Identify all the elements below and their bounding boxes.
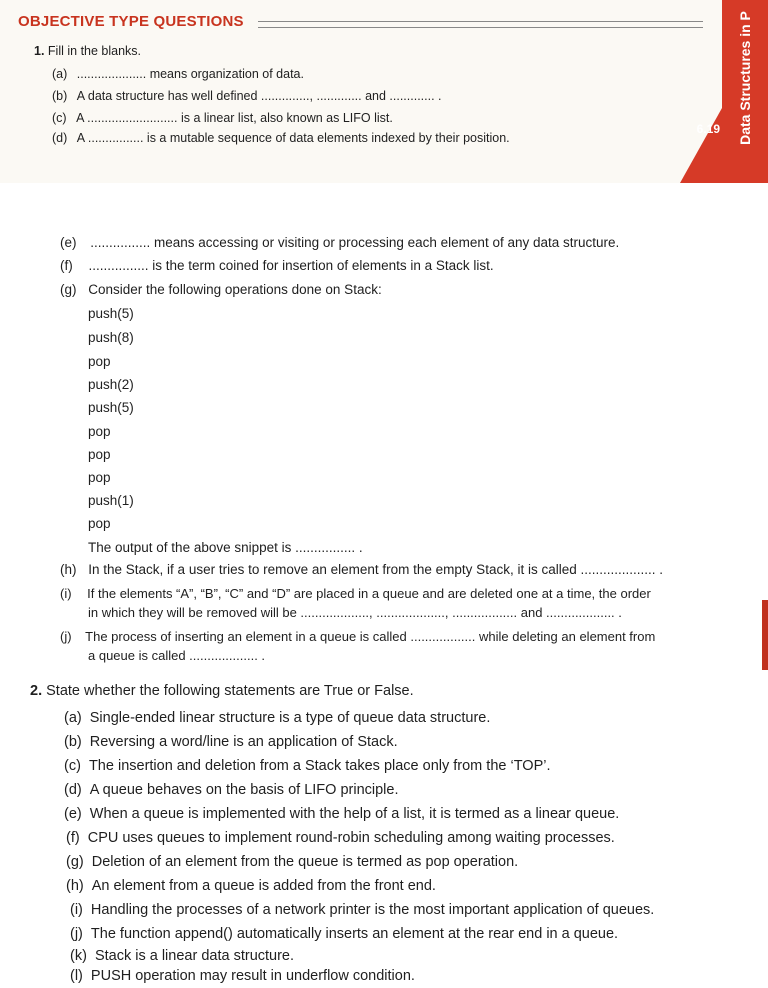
q2-item-e: [64, 806, 619, 822]
item-text: PUSH operation may result in underflow condition.: [90, 968, 415, 984]
chapter-side-tab: [722, 0, 768, 183]
section-title: OBJECTIVE TYPE QUESTIONS: [18, 13, 244, 30]
item-label: (l): [70, 968, 83, 984]
edge-mark: [762, 600, 768, 670]
item-text: CPU uses queues to implement round-robin scheduling among waiting processes.: [87, 830, 615, 846]
item-text: .................... means organization of data.: [76, 67, 304, 81]
item-text: An element from a queue is added from the front end.: [91, 878, 436, 894]
item-label: (c): [64, 758, 81, 774]
q1-item-h: [60, 562, 663, 577]
q1-item-j-cont: a queue is called ................... .: [88, 648, 266, 663]
page-corner: [680, 108, 722, 183]
q2-item-c: [64, 758, 551, 774]
q2-item-i: [70, 902, 654, 918]
header-rule: [258, 21, 703, 28]
item-label: (k): [70, 948, 87, 964]
q1-item-f: [60, 258, 494, 273]
item-label: (e): [64, 806, 82, 822]
q1-item-j: [60, 629, 655, 644]
item-text: Single-ended linear structure is a type of queue data structure.: [89, 710, 491, 726]
q1-number: 1.: [34, 44, 45, 58]
stack-op: pop: [88, 516, 111, 531]
item-label: (h): [60, 562, 77, 577]
q1-text: Fill in the blanks.: [47, 44, 142, 58]
q2-item-l: [70, 968, 415, 984]
corner-triangle: [680, 108, 722, 183]
stack-op: push(1): [88, 493, 134, 508]
q1-item-a: [52, 67, 304, 81]
item-label: (j): [60, 629, 72, 644]
item-text: The process of inserting an element in a queue is called .................. while deleting an element from: [85, 629, 656, 644]
item-label: (d): [64, 782, 82, 798]
item-text: A ................ is a mutable sequence of data elements indexed by their position.: [76, 131, 510, 145]
q1-item-b: [52, 89, 442, 103]
stack-op: push(5): [88, 400, 134, 415]
section-header: [18, 13, 703, 35]
q2-item-a: [64, 710, 490, 726]
q2-item-j: [70, 926, 618, 942]
q2-item-g: [66, 854, 518, 870]
q1-item-i: [60, 586, 651, 601]
item-label: (a): [52, 67, 68, 81]
q2-item-h: [66, 878, 436, 894]
item-text: Stack is a linear data structure.: [94, 948, 295, 964]
q1-item-i-cont: in which they will be removed will be ..................., ..................., .................. and ................... .: [88, 605, 622, 620]
stack-op: push(2): [88, 377, 134, 392]
item-text: A queue behaves on the basis of LIFO principle.: [89, 782, 399, 798]
q2-item-b: [64, 734, 398, 750]
q2-number: 2.: [30, 683, 43, 699]
stack-op: push(5): [88, 306, 134, 321]
stack-op: pop: [88, 424, 111, 439]
item-text: A .......................... is a linear list, also known as LIFO list.: [76, 111, 393, 125]
item-label: (i): [70, 902, 83, 918]
item-label: (h): [66, 878, 84, 894]
item-label: (e): [60, 235, 77, 250]
snippet-output-line: The output of the above snippet is ................ .: [88, 540, 363, 555]
item-text: If the elements “A”, “B”, “C” and “D” are placed in a queue and are deleted one at a time, the order: [87, 586, 651, 601]
q1-item-g: [60, 282, 382, 297]
item-label: (d): [52, 131, 68, 145]
item-label: (i): [60, 586, 72, 601]
q1-heading: [34, 44, 141, 58]
item-text: The function append() automatically inserts an element at the rear end in a queue.: [90, 926, 619, 942]
item-label: (f): [60, 258, 73, 273]
item-label: (j): [70, 926, 83, 942]
item-label: (b): [64, 734, 82, 750]
stack-op: pop: [88, 447, 111, 462]
item-label: (f): [66, 830, 80, 846]
item-text: Consider the following operations done on Stack:: [88, 282, 382, 297]
item-text: ................ is the term coined for insertion of elements in a Stack list.: [88, 258, 494, 273]
item-text: Handling the processes of a network printer is the most important application of queues.: [90, 902, 655, 918]
stack-op: push(8): [88, 330, 134, 345]
q2-heading: [30, 683, 414, 699]
item-label: (a): [64, 710, 82, 726]
page-gap: [0, 183, 768, 213]
q1-item-c: [52, 111, 393, 125]
item-label: (b): [52, 89, 68, 103]
q2-item-k: [70, 948, 294, 964]
q2-item-f: [66, 830, 615, 846]
item-text: In the Stack, if a user tries to remove an element from the empty Stack, it is called .................... .: [88, 562, 663, 577]
q1-item-e: [60, 235, 619, 250]
stack-op: pop: [88, 470, 111, 485]
item-label: (g): [60, 282, 77, 297]
item-text: Reversing a word/line is an application of Stack.: [89, 734, 398, 750]
item-label: (g): [66, 854, 84, 870]
stack-op: pop: [88, 354, 111, 369]
item-text: ................ means accessing or visiting or processing each element of any data structure.: [90, 235, 620, 250]
q2-item-d: [64, 782, 399, 798]
item-label: (c): [52, 111, 67, 125]
item-text: A data structure has well defined .............., ............. and ............. .: [76, 89, 442, 103]
item-text: When a queue is implemented with the help of a list, it is termed as a linear queue.: [89, 806, 620, 822]
item-text: Deletion of an element from the queue is termed as pop operation.: [91, 854, 519, 870]
q2-text: State whether the following statements are True or False.: [46, 683, 414, 699]
item-text: The insertion and deletion from a Stack takes place only from the ‘TOP’.: [88, 758, 551, 774]
page-number: 6.19: [696, 122, 720, 136]
chapter-side-text: Data Structures in P: [737, 11, 753, 145]
q1-item-d: [52, 131, 510, 145]
